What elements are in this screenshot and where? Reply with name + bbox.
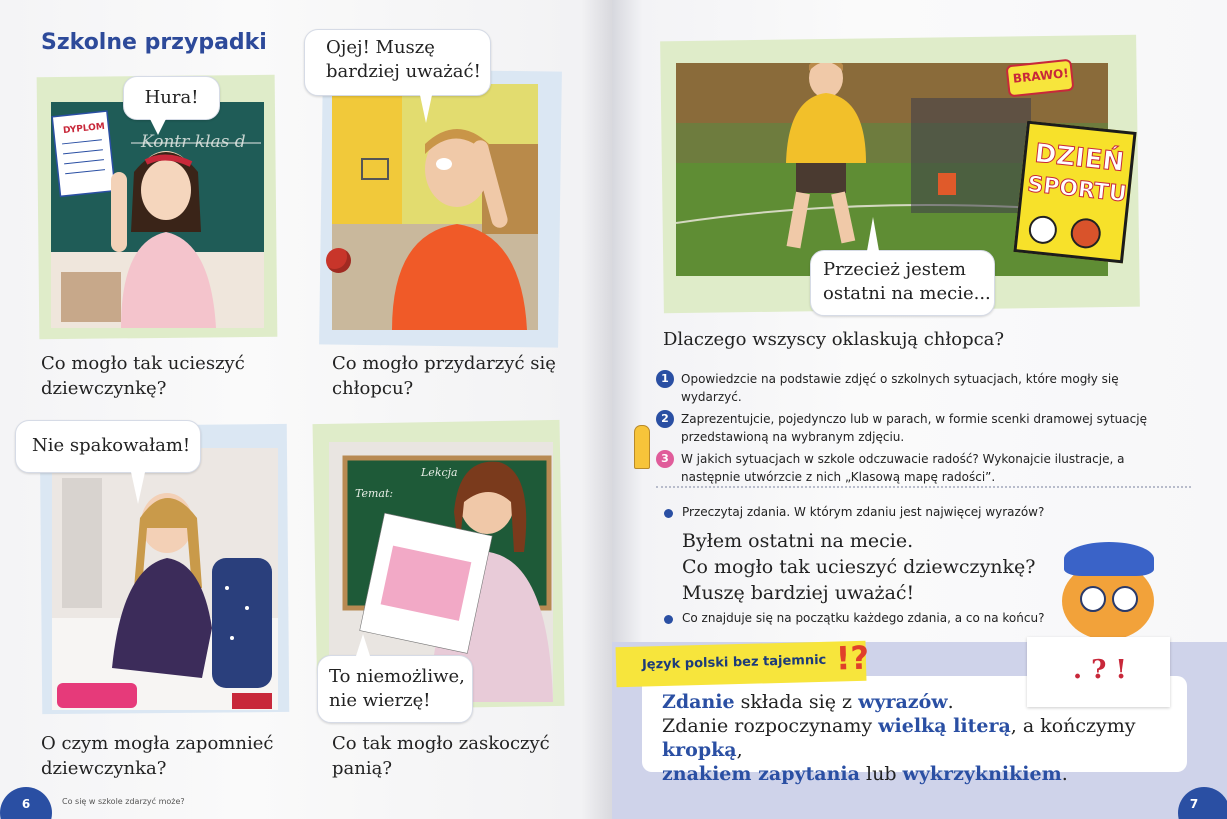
- exclamation-question-icon: !?: [835, 638, 870, 678]
- mascot-character: [1052, 542, 1164, 642]
- task-item: [656, 410, 1176, 446]
- question-line: chłopcu?: [332, 378, 414, 399]
- question-line: dziewczynka?: [41, 758, 167, 779]
- speech-bubble-hura: [123, 76, 220, 120]
- speech-bubble-text: Nie spakowałam!: [32, 435, 191, 456]
- task-number-badge: 2: [656, 410, 674, 428]
- exercise-instruction: Przeczytaj zdania. W którym zdaniu jest najwięcej wyrazów?: [664, 505, 1044, 519]
- red-ball-icon: [326, 248, 351, 273]
- punctuation-marks: . ? !: [1073, 655, 1127, 685]
- grammar-keyword: wyrazów: [858, 691, 948, 713]
- main-question: Dlaczego wszyscy oklaskują chłopca?: [663, 329, 1005, 350]
- example-sentences: [682, 528, 1036, 606]
- section-divider: [656, 486, 1191, 488]
- exercise-instruction: Co znajduje się na początku każdego zdania, a co na końcu?: [664, 611, 1044, 625]
- task-text: Opowiedzcie na podstawie zdjęć o szkolnych sytuacjach, które mogły się wydarzyć.: [681, 372, 1119, 404]
- grammar-text: Zdanie rozpoczynamy: [662, 715, 879, 737]
- page-number-left: [0, 787, 52, 819]
- grammar-keyword: Zdanie: [662, 691, 735, 713]
- example-sentence: Muszę bardziej uważać!: [682, 582, 915, 604]
- grammar-box-label-text: Język polski bez tajemnic: [641, 652, 827, 673]
- task-text: Zaprezentujcie, pojedynczo lub w parach, w formie scenki dramowej sytuację przedstawioną na wybranym zdjęciu.: [681, 412, 1147, 444]
- question-line: dziewczynkę?: [41, 378, 167, 399]
- grammar-text: ,: [736, 739, 743, 761]
- question-line: Co tak mogło zaskoczyć: [332, 733, 550, 754]
- speech-bubble-text: bardziej uważać!: [326, 61, 481, 82]
- example-sentence: Byłem ostatni na mecie.: [682, 530, 914, 552]
- brawo-text: BRAWO!: [1012, 66, 1070, 86]
- grammar-keyword: znakiem zapytania: [662, 763, 860, 785]
- grammar-text: lub: [859, 763, 903, 785]
- board-text: Kontr klas d: [141, 132, 246, 152]
- page-footer-chapter: Co się w szkole zdarzyć może?: [62, 797, 185, 806]
- speech-bubble-text: Ojej! Muszę: [326, 37, 435, 58]
- grammar-rule-line: [662, 690, 1182, 714]
- question-line: Co mogło tak ucieszyć: [41, 353, 245, 374]
- photo-girl-backpack: [52, 448, 278, 710]
- question-boy-gym: [332, 351, 556, 401]
- soccer-ball-icon: [1027, 214, 1058, 245]
- boy-gym-illustration: [332, 84, 538, 330]
- board-text-temat: Temat:: [355, 487, 394, 500]
- speech-bubble-text: nie wierzę!: [329, 690, 431, 711]
- grammar-keyword: kropką: [662, 739, 737, 761]
- task-item: [656, 370, 1176, 406]
- example-sentence: Co mogło tak ucieszyć dziewczynkę?: [682, 556, 1036, 578]
- task-item: [656, 450, 1176, 486]
- basketball-icon: [1069, 217, 1102, 250]
- speech-bubble-text: Hura!: [144, 87, 199, 108]
- grammar-rule-line: [662, 762, 1182, 786]
- page-title: Szkolne przypadki: [41, 30, 267, 55]
- grammar-text: składa się z: [734, 691, 859, 713]
- grammar-text: .: [1061, 763, 1068, 785]
- girl-backpack-illustration: [52, 448, 278, 710]
- page-number-text: 6: [21, 797, 31, 811]
- speech-bubble-nie-spakowalam: [15, 420, 201, 473]
- task-list: [656, 370, 1176, 490]
- grammar-text: , a kończymy: [1010, 715, 1136, 737]
- sports-day-sign: [1013, 121, 1136, 264]
- photo-boy-gym: [332, 84, 538, 330]
- grammar-keyword: wykrzyknikiem: [902, 763, 1062, 785]
- page-number-text: 7: [1189, 797, 1199, 811]
- speech-bubble-to-niemozliwe: [317, 655, 473, 723]
- sports-day-sign-line: DZIEŃ: [1033, 138, 1126, 178]
- speech-bubble-text: Przecież jestem: [823, 259, 966, 280]
- grammar-text: .: [947, 691, 954, 713]
- photo-girl-diploma: [51, 102, 264, 328]
- grammar-rule-line: [662, 714, 1182, 762]
- pencil-mascot-icon: [634, 425, 650, 469]
- brawo-badge: [1006, 59, 1075, 98]
- question-teacher: [332, 731, 550, 781]
- grammar-box-label: [616, 638, 870, 688]
- question-girl-diploma: [41, 351, 245, 401]
- diploma-text: DYPLOM: [62, 121, 106, 137]
- question-line: panią?: [332, 758, 392, 779]
- grammar-keyword: wielką literą: [878, 715, 1011, 737]
- question-girl-backpack: [41, 731, 273, 781]
- left-page: [0, 0, 612, 819]
- grammar-rule-text: [662, 690, 1182, 786]
- right-page: [612, 0, 1227, 819]
- speech-bubble-text: To niemożliwe,: [329, 666, 465, 687]
- speech-bubble-ostatni: [810, 250, 995, 316]
- speech-bubble-text: ostatni na mecie...: [823, 283, 991, 304]
- task-number-badge: 1: [656, 370, 674, 388]
- task-number-badge: 3: [656, 450, 674, 468]
- board-text-lekcja: Lekcja: [421, 466, 458, 479]
- task-text: W jakich sytuacjach w szkole odczuwacie radość? Wykonajcie ilustracje, a następnie utwórzcie z nich „Klasową mapę radości”.: [681, 452, 1125, 484]
- speech-bubble-ojej: [304, 29, 491, 96]
- question-line: Co mogło przydarzyć się: [332, 353, 556, 374]
- sports-day-sign-line: SPORTU: [1026, 172, 1128, 208]
- question-line: O czym mogła zapomnieć: [41, 733, 274, 754]
